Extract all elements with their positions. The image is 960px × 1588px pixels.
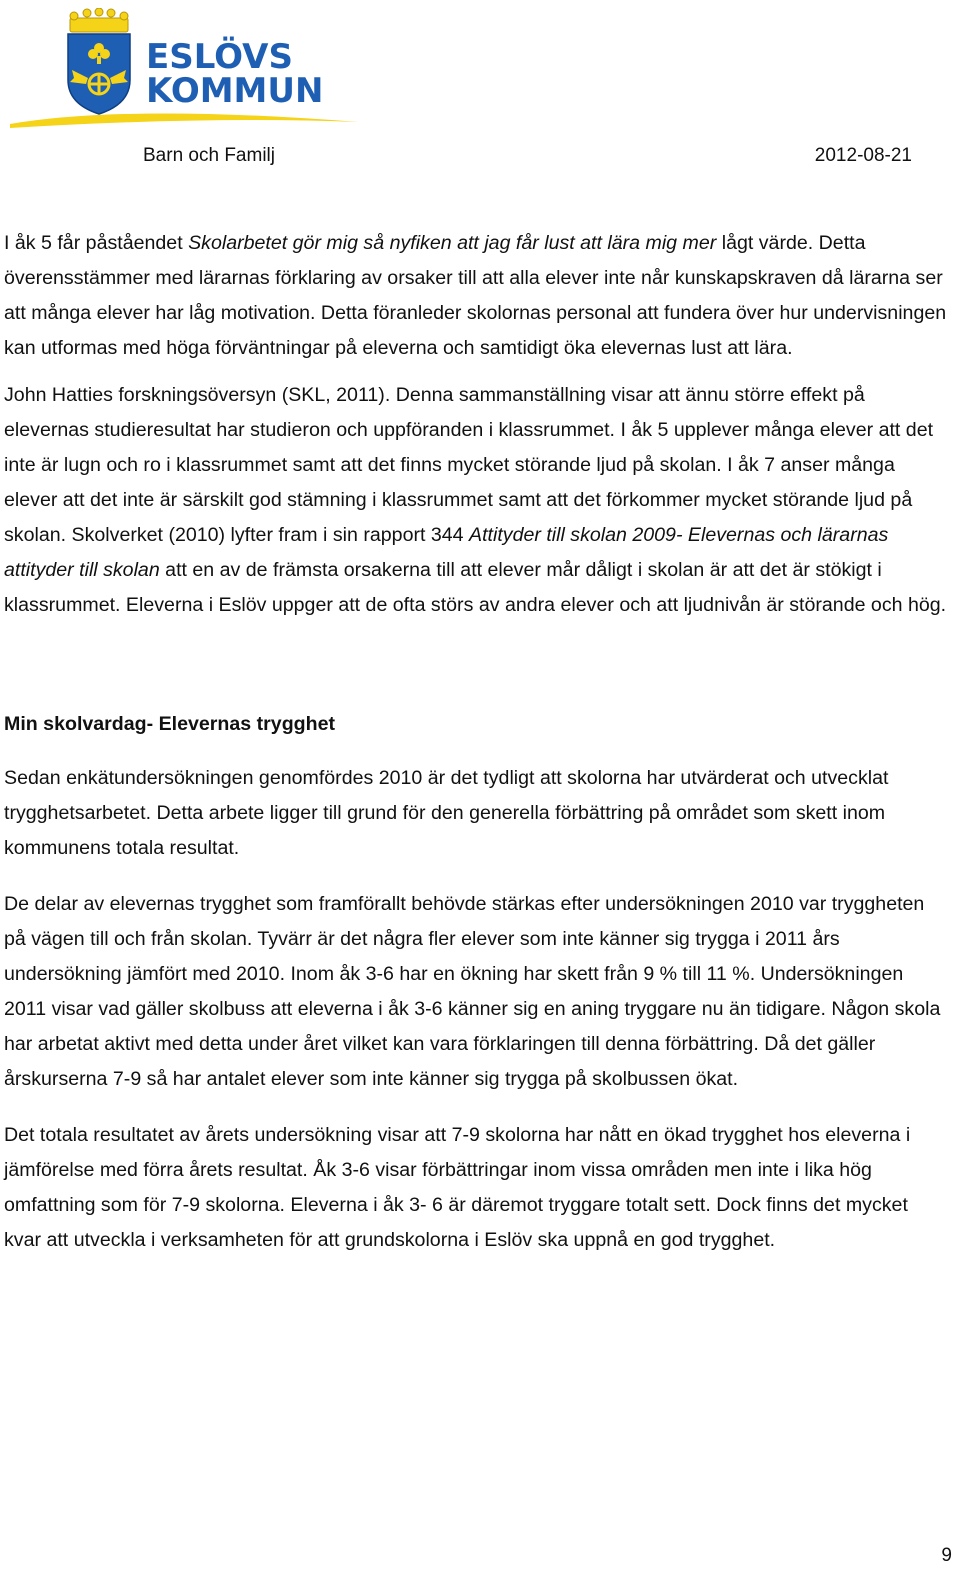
header-date: 2012-08-21 — [814, 145, 912, 166]
paragraph-safety-travel: De delar av elevernas trygghet som framförallt behövde stärkas efter undersökningen 2010 var tryggheten på vägen till och från skolan. Tyvärr är det några fler elever som inte känner sig trygga i 2011 års undersökning jämfört med 2010. Inom åk 3-6 har en ökning har skett från 9 % till 11 %. Undersökningen 2011 visar vad gäller skolbuss att eleverna i åk 3-6 känner sig en aning tryggare nu än tidigare. Någon skola har arbetat aktivt med detta under året vilket kan vara förklaringen till denna förbättring. Då det gäller årskurserna 7-9 så har antalet elever som inte känner sig trygga på skolbussen ökat. — [4, 893, 941, 1090]
section-heading: Min skolvardag- Elevernas trygghet — [4, 713, 336, 735]
logo-line1: ESLÖVS — [146, 37, 293, 77]
text-run: att en av de främsta orsakerna till att elever mår dåligt i skolan är att det är stökigt i klassrummet. Eleverna i Eslöv uppger att de ofta störs av andra elever och att ljudnivån är störande och hög. — [4, 559, 947, 616]
text-run: John Hatties forskningsöversyn (SKL, 2011). Denna sammanställning visar att ännu större effekt på elevernas studieresultat har studieron och uppföranden i klassrummet. I åk 5 upplever många elever att det inte är lugn och ro i klassrummet samt att det finns mycket störande ljud på skolan. I åk 7 anser många elever att det inte är särskilt god stämning i klassrummet samt att det förkommer mycket störande ljud på skolan. Skolverket (2010) lyfter fram i sin rapport 344 — [4, 384, 934, 546]
document-body — [4, 226, 949, 1258]
text-run: I åk 5 får påståendet — [4, 232, 189, 254]
logo-line2: KOMMUN — [146, 71, 324, 111]
paragraph-motivation — [4, 226, 949, 366]
paragraph-total-result: Det totala resultatet av årets undersökning visar att 7-9 skolorna har nått en ökad trygghet hos eleverna i jämförelse med förra årets resultat. Åk 3-6 visar förbättringar inom vissa områden men inte i lika hög omfattning som för 7-9 skolorna. Eleverna i åk 3- 6 är däremot tryggare totalt sett. Dock finns det mycket kvar att utveckla i verksamheten för att grundskolorna i Eslöv ska uppnå en god trygghet. — [4, 1124, 911, 1251]
report-title: Attityder till skolan 2009- Elevernas och lärarnas attityder till skolan — [4, 524, 889, 581]
header-department: Barn och Familj — [143, 145, 275, 166]
paragraph-safety-work: Sedan enkätundersökningen genomfördes 2010 är det tydligt att skolorna har utvärderat och utvecklat trygghetsarbetet. Detta arbete ligger till grund för den generella förbättring på området som skett inom kommunens totala resultat. — [4, 767, 889, 859]
paragraph-study-calm — [4, 378, 949, 623]
page-number: 9 — [941, 1545, 952, 1566]
quoted-statement: Skolarbetet gör mig så nyfiken att jag får lust att lära mig mer — [188, 232, 717, 254]
text-run: lågt värde. Detta överensstämmer med lärarnas förklaring av orsaker till att alla elever inte når kunskapskraven då lärarna ser att många elever har låg motivation. Detta föranleder skolornas personal att fundera över hur undervisningen kan utformas med höga förväntningar på eleverna och samtidigt öka elevernas lust att lära. — [4, 232, 947, 359]
eslovs-kommun-logo — [8, 8, 368, 130]
